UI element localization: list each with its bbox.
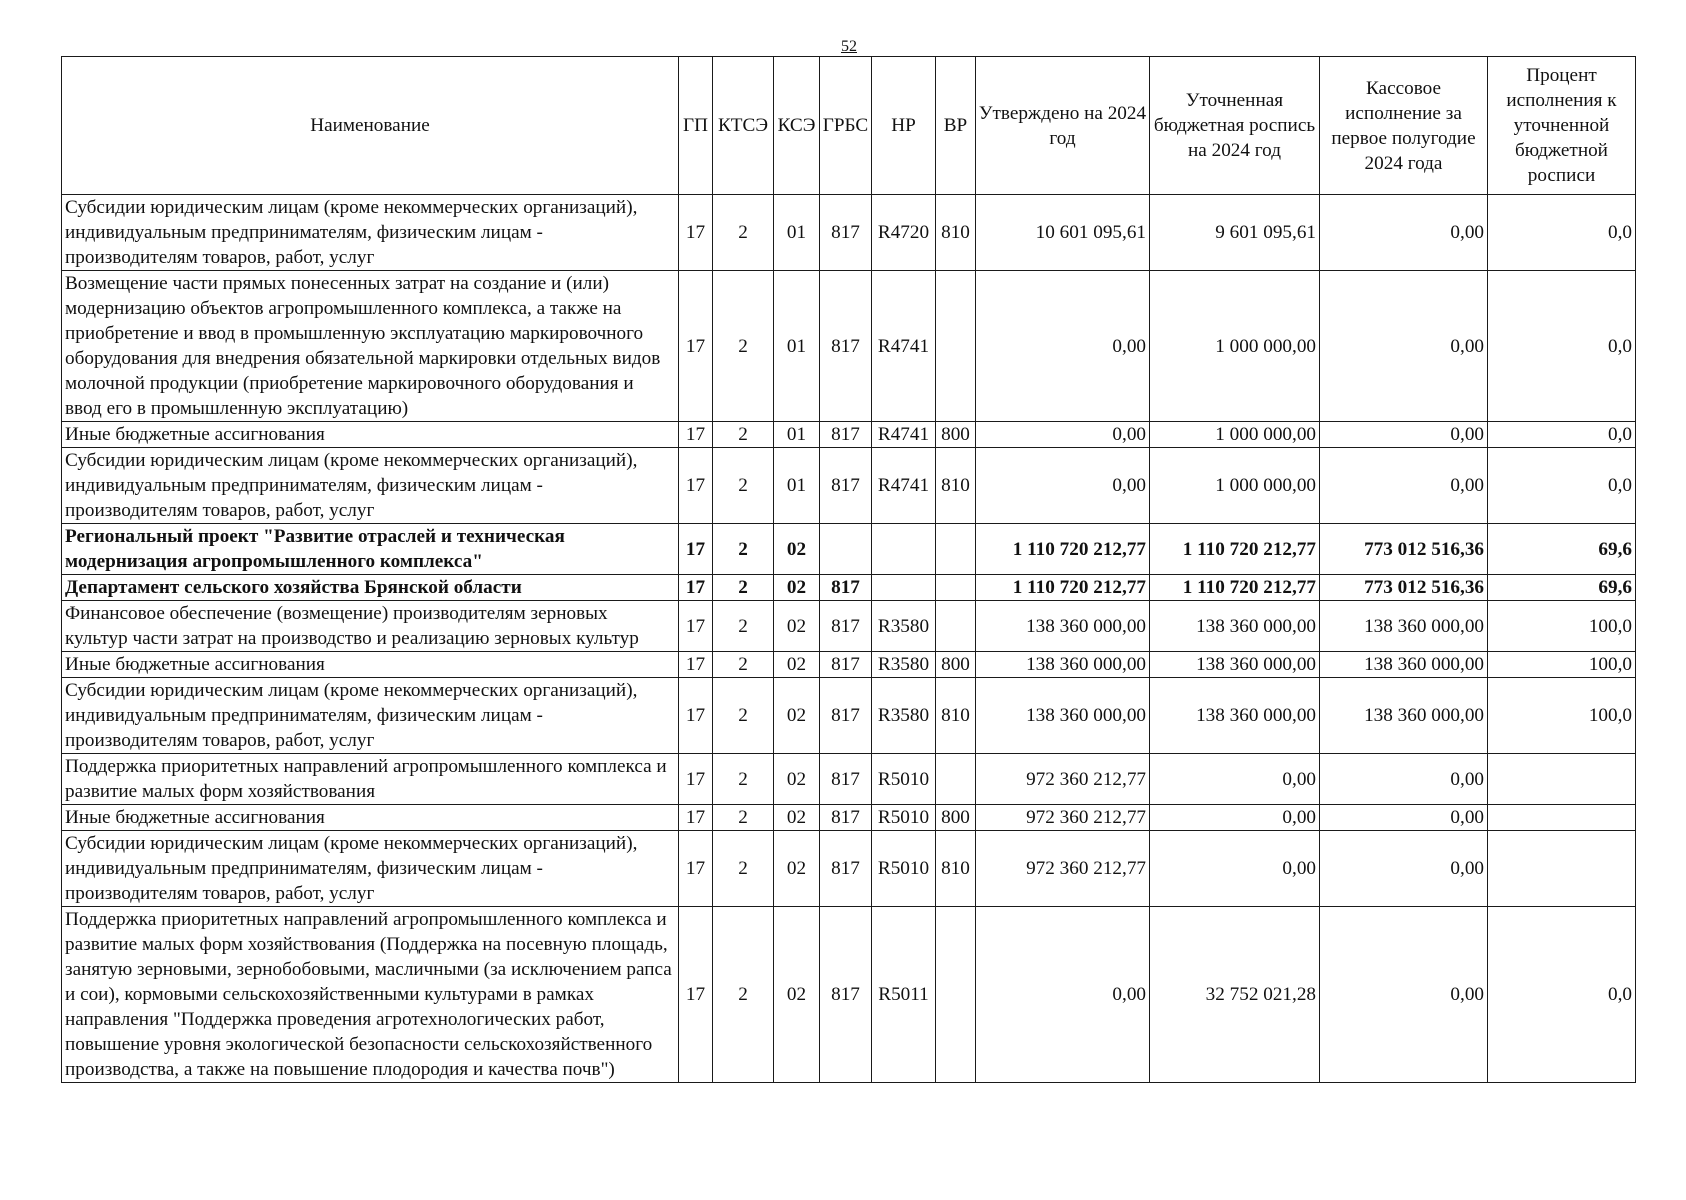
cell-cash: 138 360 000,00 [1320,601,1488,652]
cell-refined: 138 360 000,00 [1150,678,1320,754]
cell-refined: 32 752 021,28 [1150,907,1320,1083]
cell-name: Субсидии юридическим лицам (кроме некоммерческих организаций), индивидуальным предпринимателям, физическим лицам - производителям товаров, работ, услуг [62,448,679,524]
cell-kse: 02 [774,831,820,907]
cell-grbs: 817 [820,805,872,831]
cell-vr: 810 [936,448,976,524]
table-row [62,907,1636,1083]
cell-ktse: 2 [713,524,774,575]
cell-grbs: 817 [820,575,872,601]
cell-gp: 17 [679,652,713,678]
cell-gp: 17 [679,805,713,831]
cell-name: Поддержка приоритетных направлений агропромышленного комплекса и развитие малых форм хозяйствования (Поддержка на посевную площадь, занятую зерновыми, зернобобовыми, масличными (за исключением рапса и сои), кормовыми сельскохозяйственными культурами в рамках направления "Поддержка проведения агротехнологических работ, повышение уровня экологической безопасности сельскохозяйственного производства, а также на повышение плодородия и качества почв") [62,907,679,1083]
cell-nr: R4741 [872,448,936,524]
table-row [62,652,1636,678]
cell-percent: 0,0 [1488,907,1636,1083]
cell-nr: R3580 [872,601,936,652]
cell-name: Финансовое обеспечение (возмещение) производителям зерновых культур части затрат на производство и реализацию зерновых культур [62,601,679,652]
cell-name: Региональный проект "Развитие отраслей и техническая модернизация агропромышленного комплекса" [62,524,679,575]
cell-grbs: 817 [820,831,872,907]
cell-approved: 1 110 720 212,77 [976,524,1150,575]
cell-kse: 02 [774,652,820,678]
cell-kse: 02 [774,907,820,1083]
page-number: 52 [841,38,857,55]
cell-percent: 100,0 [1488,678,1636,754]
cell-ktse: 2 [713,195,774,271]
cell-nr: R3580 [872,678,936,754]
cell-gp: 17 [679,575,713,601]
cell-kse: 02 [774,678,820,754]
cell-refined: 138 360 000,00 [1150,601,1320,652]
table-row [62,805,1636,831]
cell-name: Поддержка приоритетных направлений агропромышленного комплекса и развитие малых форм хозяйствования [62,754,679,805]
cell-nr: R4720 [872,195,936,271]
cell-vr: 800 [936,805,976,831]
cell-grbs: 817 [820,195,872,271]
cell-grbs [820,524,872,575]
cell-nr: R4741 [872,271,936,422]
cell-vr: 800 [936,422,976,448]
cell-percent [1488,754,1636,805]
cell-approved: 0,00 [976,448,1150,524]
cell-gp: 17 [679,754,713,805]
table-row [62,678,1636,754]
cell-approved: 138 360 000,00 [976,652,1150,678]
cell-gp: 17 [679,907,713,1083]
cell-cash: 0,00 [1320,907,1488,1083]
cell-nr: R4741 [872,422,936,448]
cell-percent: 69,6 [1488,524,1636,575]
cell-ktse: 2 [713,754,774,805]
cell-kse: 02 [774,601,820,652]
cell-cash: 0,00 [1320,831,1488,907]
cell-refined: 1 110 720 212,77 [1150,524,1320,575]
cell-cash: 0,00 [1320,271,1488,422]
cell-name: Департамент сельского хозяйства Брянской области [62,575,679,601]
cell-approved: 0,00 [976,422,1150,448]
col-header-grbs: ГРБС [820,57,872,195]
table-row [62,448,1636,524]
cell-nr: R5010 [872,754,936,805]
cell-vr: 800 [936,652,976,678]
cell-grbs: 817 [820,448,872,524]
table-row [62,575,1636,601]
cell-nr: R5011 [872,907,936,1083]
cell-kse: 01 [774,422,820,448]
cell-ktse: 2 [713,271,774,422]
cell-gp: 17 [679,271,713,422]
cell-ktse: 2 [713,422,774,448]
col-header-cash: Кассовое исполнение за первое полугодие 2024 года [1320,57,1488,195]
table-row [62,422,1636,448]
cell-percent: 0,0 [1488,422,1636,448]
col-header-percent: Процент исполнения к уточненной бюджетной росписи [1488,57,1636,195]
cell-name: Возмещение части прямых понесенных затрат на создание и (или) модернизацию объектов агропромышленного комплекса, а также на приобретение и ввод в промышленную эксплуатацию маркировочного оборудования для внедрения обязательной маркировки отдельных видов молочной продукции (приобретение маркировочного оборудования и ввод его в промышленную эксплуатацию) [62,271,679,422]
cell-refined: 1 110 720 212,77 [1150,575,1320,601]
cell-percent: 69,6 [1488,575,1636,601]
cell-grbs: 817 [820,422,872,448]
cell-vr [936,754,976,805]
cell-gp: 17 [679,601,713,652]
cell-gp: 17 [679,678,713,754]
cell-vr [936,271,976,422]
col-header-refined: Уточненная бюджетная роспись на 2024 год [1150,57,1320,195]
cell-nr: R5010 [872,805,936,831]
cell-ktse: 2 [713,831,774,907]
cell-name: Иные бюджетные ассигнования [62,652,679,678]
cell-cash: 0,00 [1320,195,1488,271]
cell-gp: 17 [679,831,713,907]
cell-cash: 0,00 [1320,754,1488,805]
cell-grbs: 817 [820,652,872,678]
cell-nr [872,575,936,601]
cell-nr: R5010 [872,831,936,907]
cell-percent [1488,805,1636,831]
cell-cash: 138 360 000,00 [1320,678,1488,754]
cell-ktse: 2 [713,678,774,754]
cell-percent: 100,0 [1488,601,1636,652]
cell-name: Иные бюджетные ассигнования [62,805,679,831]
cell-name: Иные бюджетные ассигнования [62,422,679,448]
cell-ktse: 2 [713,448,774,524]
cell-cash: 0,00 [1320,448,1488,524]
cell-approved: 138 360 000,00 [976,678,1150,754]
cell-vr [936,907,976,1083]
table-row [62,271,1636,422]
table-row [62,601,1636,652]
cell-gp: 17 [679,422,713,448]
cell-approved: 0,00 [976,907,1150,1083]
cell-grbs: 817 [820,678,872,754]
cell-grbs: 817 [820,271,872,422]
col-header-ktse: КТСЭ [713,57,774,195]
table-body [62,195,1636,1083]
cell-approved: 972 360 212,77 [976,805,1150,831]
cell-percent [1488,831,1636,907]
cell-kse: 02 [774,575,820,601]
cell-gp: 17 [679,195,713,271]
cell-refined: 0,00 [1150,805,1320,831]
cell-ktse: 2 [713,575,774,601]
header-row [62,57,1636,195]
cell-nr [872,524,936,575]
table-row [62,831,1636,907]
col-header-name: Наименование [62,57,679,195]
cell-vr: 810 [936,678,976,754]
cell-refined: 0,00 [1150,831,1320,907]
cell-cash: 773 012 516,36 [1320,524,1488,575]
cell-kse: 01 [774,448,820,524]
cell-kse: 02 [774,805,820,831]
cell-approved: 138 360 000,00 [976,601,1150,652]
cell-vr [936,524,976,575]
cell-refined: 138 360 000,00 [1150,652,1320,678]
cell-grbs: 817 [820,907,872,1083]
cell-refined: 9 601 095,61 [1150,195,1320,271]
table-row [62,195,1636,271]
cell-kse: 01 [774,195,820,271]
cell-ktse: 2 [713,907,774,1083]
col-header-nr: НР [872,57,936,195]
cell-cash: 0,00 [1320,422,1488,448]
cell-refined: 1 000 000,00 [1150,271,1320,422]
cell-cash: 773 012 516,36 [1320,575,1488,601]
cell-vr: 810 [936,831,976,907]
col-header-vr: ВР [936,57,976,195]
cell-ktse: 2 [713,805,774,831]
cell-gp: 17 [679,524,713,575]
cell-kse: 02 [774,754,820,805]
cell-percent: 0,0 [1488,448,1636,524]
cell-grbs: 817 [820,754,872,805]
cell-name: Субсидии юридическим лицам (кроме некоммерческих организаций), индивидуальным предпринимателям, физическим лицам - производителям товаров, работ, услуг [62,678,679,754]
cell-approved: 972 360 212,77 [976,831,1150,907]
cell-cash: 138 360 000,00 [1320,652,1488,678]
cell-approved: 10 601 095,61 [976,195,1150,271]
col-header-gp: ГП [679,57,713,195]
cell-name: Субсидии юридическим лицам (кроме некоммерческих организаций), индивидуальным предпринимателям, физическим лицам - производителям товаров, работ, услуг [62,195,679,271]
cell-approved: 972 360 212,77 [976,754,1150,805]
cell-vr: 810 [936,195,976,271]
cell-approved: 1 110 720 212,77 [976,575,1150,601]
cell-vr [936,601,976,652]
cell-percent: 100,0 [1488,652,1636,678]
cell-gp: 17 [679,448,713,524]
cell-kse: 02 [774,524,820,575]
table-row [62,524,1636,575]
cell-cash: 0,00 [1320,805,1488,831]
table-row [62,754,1636,805]
col-header-approved: Утверждено на 2024 год [976,57,1150,195]
cell-vr [936,575,976,601]
cell-refined: 0,00 [1150,754,1320,805]
cell-refined: 1 000 000,00 [1150,448,1320,524]
cell-nr: R3580 [872,652,936,678]
cell-grbs: 817 [820,601,872,652]
cell-percent: 0,0 [1488,271,1636,422]
cell-ktse: 2 [713,652,774,678]
budget-table [61,56,1636,1083]
cell-refined: 1 000 000,00 [1150,422,1320,448]
cell-kse: 01 [774,271,820,422]
cell-approved: 0,00 [976,271,1150,422]
col-header-kse: КСЭ [774,57,820,195]
cell-percent: 0,0 [1488,195,1636,271]
cell-ktse: 2 [713,601,774,652]
cell-name: Субсидии юридическим лицам (кроме некоммерческих организаций), индивидуальным предпринимателям, физическим лицам - производителям товаров, работ, услуг [62,831,679,907]
